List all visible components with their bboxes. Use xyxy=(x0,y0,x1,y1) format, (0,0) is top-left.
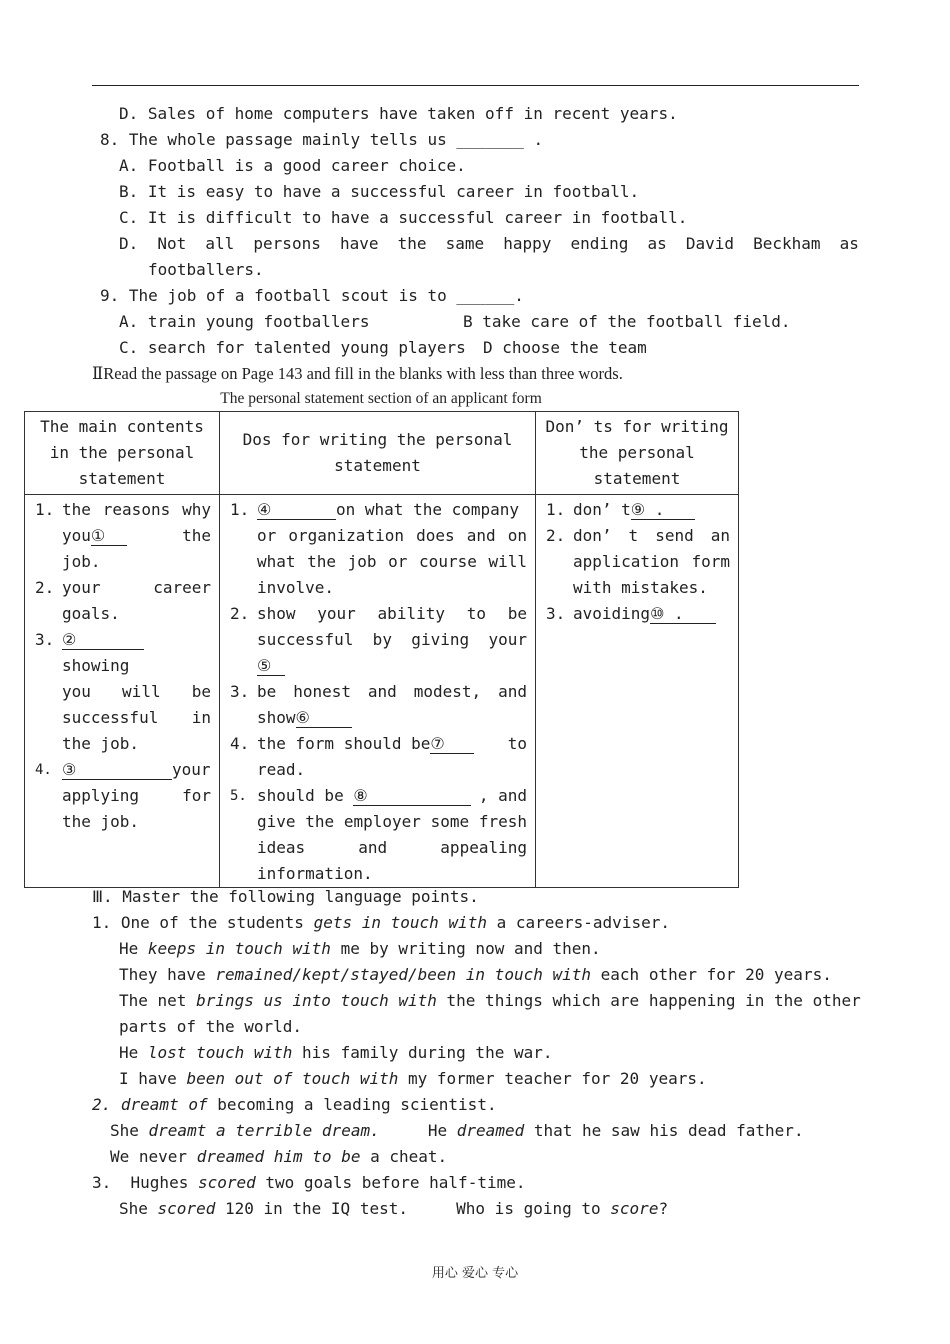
blank-4: ④ xyxy=(257,501,336,520)
list-item: 4. the form should be⑦ to read. xyxy=(230,734,527,779)
q8-option-d-cont: footballers. xyxy=(148,260,264,279)
q8-option-a: A. Football is a good career choice. xyxy=(119,156,466,175)
q8-stem: 8. The whole passage mainly tells us _______ . xyxy=(100,130,544,149)
p3-line1: 3. Hughes scored two goals before half-time. xyxy=(92,1173,526,1192)
blank-2: ② xyxy=(62,631,144,650)
p1-line7: I have been out of touch with my former teacher for 20 years. xyxy=(119,1069,707,1088)
header-donts: Don’ ts for writing the personal statement xyxy=(536,412,739,495)
list-item: 3. avoiding⑩ . xyxy=(536,601,738,627)
blank-1: ① xyxy=(91,527,127,546)
list-item: 1. the reasons why you① the job. xyxy=(35,500,211,571)
p1-line1: 1. One of the students gets in touch with a careers-adviser. xyxy=(92,913,670,932)
header-dos: Dos for writing the personal statement xyxy=(220,412,536,495)
list-item: 2. don’ t send an application form with mistakes. xyxy=(546,526,730,597)
blank-9: ⑨ . xyxy=(631,501,695,520)
q9-option-c: C. search for talented young players xyxy=(119,338,466,357)
col-main-contents xyxy=(25,495,220,888)
blank-10: ⑩ . xyxy=(650,605,716,624)
p2-line3: We never dreamed him to be a cheat. xyxy=(110,1147,448,1166)
q8-option-c: C. It is difficult to have a successful career in football. xyxy=(119,208,688,227)
header-rule xyxy=(92,85,859,86)
q7-option-d: D. Sales of home computers have taken off in recent years. xyxy=(119,104,678,123)
personal-statement-table xyxy=(24,411,739,888)
list-item: 1. don’ t⑨ . xyxy=(536,497,738,523)
header-main-contents: The main contents in the personal statement xyxy=(25,412,220,495)
blank-3: ③ xyxy=(62,761,172,780)
list-item: 3. be honest and modest, and show⑥ xyxy=(230,682,527,727)
blank-8: ⑧ xyxy=(353,787,471,806)
list-item: 5. should be ⑧ , and give the employer some fresh ideas and appealing information. xyxy=(230,786,527,883)
col-donts xyxy=(536,495,739,888)
blank-7: ⑦ xyxy=(430,735,474,754)
list-item: 3. ②showing you will be successful in the job. xyxy=(35,630,211,753)
p2-line2: She dreamt a terrible dream. He dreamed that he saw his dead father. xyxy=(110,1121,804,1140)
q9-option-a: A. train young footballers xyxy=(119,312,370,331)
table-title: The personal statement section of an applicant form xyxy=(220,390,542,407)
p1-line4: The net brings us into touch with the things which are happening in the other xyxy=(119,991,861,1010)
blank-5: ⑤ xyxy=(257,657,285,676)
q9-stem: 9. The job of a football scout is to ______. xyxy=(100,286,524,305)
q9-option-b: B take care of the football field. xyxy=(463,312,791,331)
list-item: 2. show your ability to be successful by giving your ⑤ xyxy=(230,604,527,675)
list-item: 1. ④ on what the company or organization does and on what the job or course will involve. xyxy=(230,500,527,597)
section2-heading: ⅡRead the passage on Page 143 and fill in the blanks with less than three words. xyxy=(92,364,623,383)
p3-line2: She scored 120 in the IQ test. Who is going to score? xyxy=(119,1199,669,1218)
q8-option-d: D. Not all persons have the same happy ending as David Beckham as xyxy=(119,234,859,253)
p2-line1: 2. dreamt of becoming a leading scientist. xyxy=(92,1095,497,1114)
p1-line5: parts of the world. xyxy=(119,1017,303,1036)
p1-line2: He keeps in touch with me by writing now and then. xyxy=(119,939,601,958)
p1-line6: He lost touch with his family during the war. xyxy=(119,1043,553,1062)
q8-option-b: B. It is easy to have a successful career in football. xyxy=(119,182,640,201)
blank-6: ⑥ xyxy=(296,709,352,728)
q9-option-d: D choose the team xyxy=(483,338,647,357)
list-item: 4. ③ your applying for the job. xyxy=(35,760,211,831)
list-item: 2. your career goals. xyxy=(35,578,211,623)
page-footer: 用心 爱心 专心 xyxy=(431,1266,519,1281)
col-dos xyxy=(220,495,536,888)
p1-line3: They have remained/kept/stayed/been in touch with each other for 20 years. xyxy=(119,965,832,984)
section3-heading: Ⅲ. Master the following language points. xyxy=(92,887,479,906)
